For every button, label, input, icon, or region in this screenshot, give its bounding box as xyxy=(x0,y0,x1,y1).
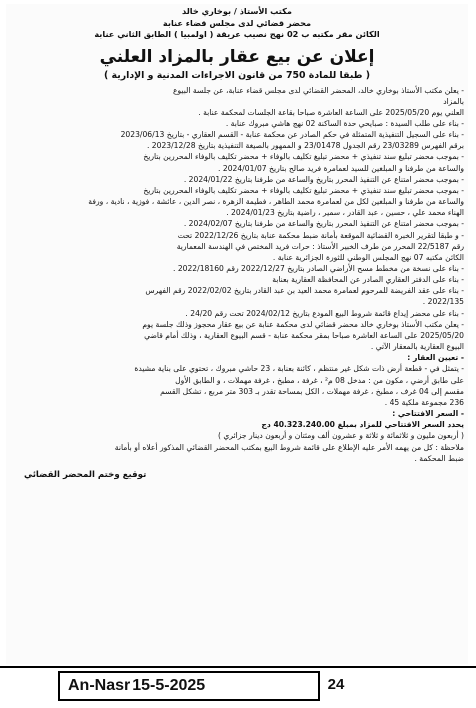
body-line: - بموجب محضر تبليغ سند تنفيذي + محضر تبليغ تكليف بالوفاء + محضر تكليف بالوفاء المحررين بتاريخ xyxy=(143,185,464,195)
notice-subtitle: ( طبقا للمادة 750 من قانون الاجراءات المدنية و الإدارية ) xyxy=(103,69,371,81)
body-line: البيوع العقارية بالمعقار الآتي . xyxy=(370,342,464,352)
body-line: رقم 22/5187 المحرر من طرف الخبير الأستاذ : حرات فريد المختص في الهندسة المعمارية xyxy=(176,241,464,251)
office-line: مكتب الأستاذ / بوخاري خالد xyxy=(182,6,292,16)
signature-line: توقيع وختم المحضر القضائي xyxy=(24,469,147,480)
body-line: - بموجب محضر تبليغ سند تنفيذي + محضر تبليغ تكليف بالوفاء + محضر تكليف بالوفاء المحررين بتاريخ xyxy=(143,152,464,162)
body-line: - بناء على طلب السيدة : صبايحي حدة الساكنة 02 نهج هاشي مبروك عنابة . xyxy=(225,118,464,128)
office-line: محضر قضائي لدى مجلس قضاء عنابة xyxy=(162,17,312,28)
body-line: 2022/135 . xyxy=(422,297,464,307)
body-line: - بناء على الدفتر العقاري الصادر عن المحافظة العقارية بعنابة xyxy=(272,275,464,285)
office-line: الكائن مقر مكتبه ب 02 نهج نصيب عريقة ( اولمبيا ) الطابق الثاني عنابة xyxy=(94,29,380,39)
page-footer xyxy=(0,666,476,704)
body-line: - بموجب محضر امتناع عن التنفيذ المحرر بتاريخ والساعة من طرفنا بتاريخ 2024/01/22 . xyxy=(183,174,464,184)
page-number: 24 xyxy=(327,676,345,693)
opening-price-heading: - السعر الافتتاحي : xyxy=(392,409,464,419)
body-line: - و طبقا لتقرير الخبرة القضائية الموقعة بأمانة ضبط محكمة عنابة بتاريخ 2022/12/26 تحت xyxy=(177,230,464,240)
body-line: - بموجب محضر امتناع عن التنفيذ المحرر بتاريخ والساعة من طرفنا بتاريخ 2024/02/07 . xyxy=(183,219,464,229)
notice-body xyxy=(10,85,464,464)
body-line: ضبط المحكمة . xyxy=(414,453,464,463)
body-line: - يعلن مكتب الأستاذ بوخاري خالد، المحضر القضائي لدى مجلس قضاء عنابة، عن جلسة البيوع xyxy=(172,85,464,95)
body-line: والساعة من طرفنا و المبلغين لكل من لعمامرة محمد الطاهر ، فطيمة الزهرة ، نصر الدين ، عائشة ، فوزية ، نادية ، ورفة xyxy=(88,197,464,207)
body-line: والساعة من طرفنا و المبلغين للسيد لعمامرة فريد صالح بتاريخ 2024/01/07 . xyxy=(218,163,464,173)
body-line: الكائن مكتبه 07 نهج المجلس الوطني للثورة الجزائرية عنابة . xyxy=(272,252,464,262)
body-line: العلني يوم 2025/05/20 على الساعة العاشرة صباحا بقاعة الجلسات لمحكمة عنابة . xyxy=(198,107,464,117)
body-line: ( أربعون مليون و ثلاثمائة و ثلاثة و عشرون ألف ومئتان و أربعون دينار جزائري ) xyxy=(218,431,464,441)
opening-price-amount: يحدد السعر الافتتاحي للمزاد بمبلغ 40.323.240.00 دج xyxy=(261,420,464,430)
body-line: - بناء على عقد الفريضة للمرحوم لعمامرة محمد العيد بن عبد القادر بتاريخ 2022/02/02 رقم الفهرس xyxy=(145,286,464,296)
body-line: - يتمثل في - قطعة أرض ذات شكل غير منتظم ، كائنة بعنابة ، 23 حاشي مبروك ، تحتوي على بناية مشيدة xyxy=(134,364,464,374)
body-line: الهناء محمد علي ، حسين ، عبد القادر ، سمير ، راضية بتاريخ 2024/01/23 . xyxy=(226,208,464,218)
body-line: ملاحظة : كل من يهمه الأمر عليه الإطلاع على قائمة شروط البيع بمكتب المحضر القضائي المذكور أعلاه أو بأمانة xyxy=(114,442,464,452)
auction-notice xyxy=(6,4,468,664)
body-line: بالمزاد xyxy=(443,96,464,106)
body-line: 2025/05/20 على الساعة العاشرة صباحا بمقر محكمة عنابة - قسم البيوع العقارية ، وذلك أمام قاضي xyxy=(144,330,464,340)
body-line: برقم الفهرس 23/03289 رقم الجدول 23/01478 و الممهور بالصيغة التنفيذية بتاريخ 2023/12/28 . xyxy=(146,141,464,151)
edition-box xyxy=(58,671,320,701)
edition-date: 15-5-2025 xyxy=(132,677,206,694)
notice-title: إعلان عن بيع عقار بالمزاد العلني xyxy=(99,46,375,67)
body-line: مقسم إلى 04 غرف ، مطبخ ، غرفة مهملات ، الكل بمساحة تقدر بـ 303 متر مربع ، تشكل القسم xyxy=(160,386,464,396)
body-line: - بناء على السجيل التنفيذية المتمثلة في حكم الصادر عن محكمة عنابة - القسم العقاري - بتاريخ 2023/06/13 xyxy=(120,130,464,140)
publication-name: An-Nasr xyxy=(68,677,131,694)
body-line: على طابق أرضي ، مكون من : مدخل 08 م² ، غرفة ، مطبخ ، غرفة مهملات ، و الطابق الأول xyxy=(175,375,464,385)
body-line: - بناء على نسخة من مخطط مسح الأراضي الصادر بتاريخ 2022/12/27 رقم 2022/18160 . xyxy=(172,264,464,273)
body-line: 236 مجموعة ملكية 45 . xyxy=(384,397,464,407)
property-heading: - تعيين العقار : xyxy=(407,353,464,363)
body-line: - بناء على محضر إيداع قائمة شروط البيع المودع بتاريخ 2024/02/12 تحت رقم 24/20 . xyxy=(185,308,464,318)
body-line: - يعلن مكتب الأستاذ بوخاري خالد محضر قضائي لدى محكمة عنابة عن بيع عقار محجوز وذلك جلسة يوم xyxy=(142,319,464,329)
bailiff-office-header xyxy=(10,6,464,41)
